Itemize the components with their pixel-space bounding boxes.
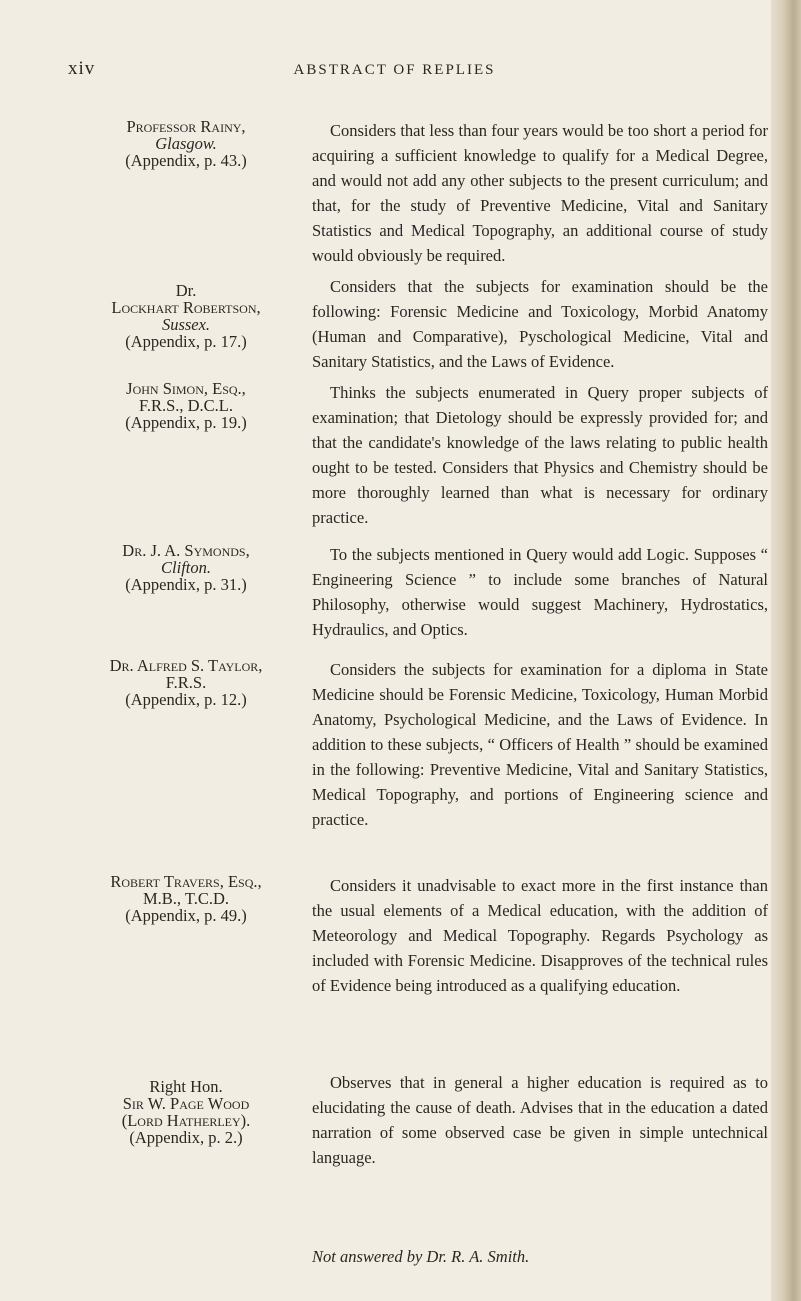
respondent-detail: Sussex.: [161, 315, 211, 334]
respondent-name: Dr. Alfred S. Taylor,: [109, 656, 263, 675]
running-title: ABSTRACT OF REPLIES: [293, 62, 496, 78]
appendix-reference: (Appendix, p. 31.): [125, 575, 247, 594]
appendix-reference: (Appendix, p. 43.): [125, 151, 247, 170]
respondent-title: Dr.: [175, 281, 197, 300]
respondent: [68, 542, 304, 593]
respondent-detail: Clifton.: [161, 558, 211, 577]
respondent-detail: F.R.S., D.C.L.: [138, 396, 234, 415]
respondent-name: Lockhart Robertson,: [111, 298, 261, 317]
respondent-name: Dr. J. A. Symonds,: [122, 541, 250, 560]
respondent: [68, 282, 304, 350]
page-header: [68, 58, 721, 82]
respondent-detail: Glasgow.: [155, 134, 217, 153]
reply-text: To the subjects mentioned in Query would add Logic. Supposes “ Engineering Science ” to include some branches of Natural Philosophy, otherwise would suggest Machinery, Hydrostatics, Hydraulics, and Optics.: [312, 545, 768, 639]
footer-note: [312, 1247, 529, 1267]
respondent-name: Professor Rainy,: [126, 117, 246, 136]
appendix-reference: (Appendix, p. 19.): [125, 413, 247, 432]
reply-text: Considers it unadvisable to exact more in the first instance than the usual elements of a Medical education, with the addition of Meteorology and Medical Topography. Regards Psychology as included with Forensic Medicine. Disapproves of the technical rules of Evidence being introduced as a qualifying education.: [312, 876, 768, 995]
appendix-reference: (Appendix, p. 17.): [125, 332, 247, 351]
respondent: [68, 873, 304, 924]
respondent-title: Right Hon.: [149, 1077, 223, 1096]
appendix-reference: (Appendix, p. 49.): [125, 906, 247, 925]
respondent: [68, 657, 304, 708]
respondent-detail: (Lord Hatherley).: [121, 1111, 251, 1130]
reply-text: Considers that the subjects for examination should be the following: Forensic Medicine and Toxicology, Morbid Anatomy (Human and Comparative), Pyschological Medicine, Vital and Sanitary Statistics, and the Laws of Evidence.: [312, 277, 768, 371]
respondent-detail: M.B., T.C.D.: [142, 889, 230, 908]
respondent-detail: F.R.S.: [165, 673, 207, 692]
respondent-name: Robert Travers, Esq.,: [110, 872, 262, 891]
respondent-name: John Simon, Esq.,: [126, 379, 246, 398]
page-edge-shadow: [771, 0, 801, 1301]
appendix-reference: (Appendix, p. 2.): [129, 1128, 243, 1147]
reply-text: Observes that in general a higher education is required as to elucidating the cause of death. Advises that in the education a dated narration of some observed case be given in simple untechnical language.: [312, 1073, 768, 1167]
appendix-reference: (Appendix, p. 12.): [125, 690, 247, 709]
respondent-name: Sir W. Page Wood: [122, 1094, 250, 1113]
reply-text: Thinks the subjects enumerated in Query proper subjects of examination; that Dietology should be expressly provided for; and that the candidate's knowledge of the laws relating to public health ought to be tested. Considers that Physics and Chemistry should be more thoroughly learned than what is necessary for ordinary practice.: [312, 383, 768, 527]
respondent: [68, 380, 304, 431]
reply-text: Considers the subjects for examination for a diploma in State Medicine should be Forensic Medicine, Toxicology, Human Morbid Anatomy, Psychological Medicine, and the Laws of Evidence. In addition to these subjects, “ Officers of Health ” should be examined in the following: Preventive Medicine, Vital and Sanitary Statistics, Medical Topography, and portions of Engineering science and practice.: [312, 660, 768, 829]
reply-text: Considers that less than four years would be too short a period for acquiring a sufficient knowledge to qualify for a Medical Degree, and would not add any other subjects to the present curriculum; and that, for the study of Preventive Medicine, Vital and Sanitary Statistics and Medical Topography, an additional course of study would obviously be required.: [312, 121, 768, 265]
footer-note-text: Not answered by Dr. R. A. Smith.: [312, 1247, 530, 1266]
respondent: [68, 118, 304, 169]
page-number: xiv: [68, 58, 96, 79]
respondent: [68, 1078, 304, 1146]
